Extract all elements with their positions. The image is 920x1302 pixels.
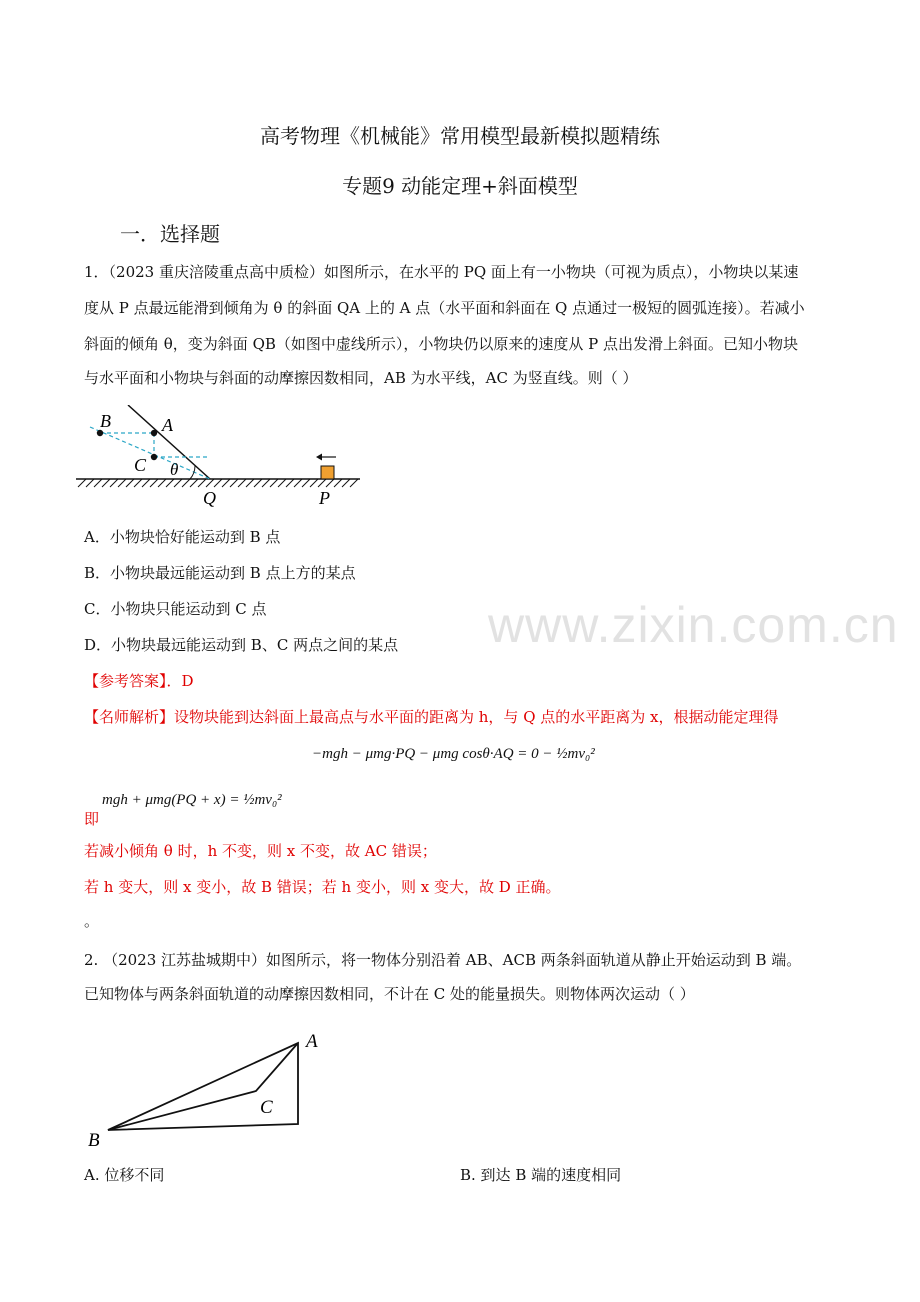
point-a-dot [151,430,157,436]
end-mark: 。 [84,912,100,930]
section-heading: 一．选择题 [120,222,220,246]
label-a: A [162,415,173,435]
label-c: C [134,455,147,475]
arrow-left-icon [316,454,322,461]
label-theta: θ [170,460,179,479]
label-a: A [306,1031,318,1052]
equation-1: −mgh − μmg·PQ − μmg cosθ·AQ = 0 − ½mv₀² [312,746,595,762]
label-b: B [100,411,111,431]
q1-option-a: A．小物块恰好能运动到 B 点 [84,528,281,546]
equation-2: mgh + μmg(PQ + x) = ½mv₀² [102,792,282,808]
q1-option-c: C．小物块只能运动到 C 点 [84,600,267,618]
block-icon [321,466,334,479]
document-title: 高考物理《机械能》常用模型最新模拟题精练 [260,124,660,148]
q1-option-d: D．小物块最远能运动到 B、C 两点之间的某点 [84,636,399,654]
q2-option-b: B. 到达 B 端的速度相同 [460,1166,622,1184]
analysis-line-b: 若 h 变大，则 x 变小，故 B 错误；若 h 变小，则 x 变大，故 D 正确。 [84,878,561,896]
label-b: B [88,1130,100,1151]
question-1-line-3: 斜面的倾角 θ，变为斜面 QB（如图中虚线所示），小物块仍以原来的速度从 P 点出发滑上斜面。已知小物块 [84,335,799,353]
point-c-dot [151,454,157,460]
analysis-line-a: 若减小倾角 θ 时，h 不变，则 x 不变，故 AC 错误； [84,842,437,860]
question-1-line-2: 度从 P 点最远能滑到倾角为 θ 的斜面 QA 上的 A 点（水平面和斜面在 Q 点通过一极短的圆弧连接）。若减小 [84,299,805,317]
question-2-line-2: 已知物体与两条斜面轨道的动摩擦因数相同，不计在 C 处的能量损失。则物体两次运动（ ） [84,985,695,1003]
reference-answer: 【参考答案】．D [84,672,194,690]
teacher-analysis: 【名师解析】设物块能到达斜面上最高点与水平面的距离为 h，与 Q 点的水平距离为 x，根据动能定理得 [84,708,779,726]
label-c: C [260,1097,273,1118]
q1-option-b: B．小物块最远能运动到 B 点上方的某点 [84,564,356,582]
question-1-line-4: 与水平面和小物块与斜面的动摩擦因数相同，AB 为水平线，AC 为竖直线。则（ ） [84,369,638,387]
label-q: Q [203,488,216,508]
watermark: www.zixin.com.cn [488,597,899,653]
question-1-line-1: 1．（2023 重庆涪陵重点高中质检）如图所示，在水平的 PQ 面上有一小物块（可视为质点），小物块以某速 [84,263,799,281]
ji-label: 即 [84,810,100,828]
triangle-figure [80,1025,340,1155]
q2-option-a: A. 位移不同 [84,1166,165,1184]
question-2-line-1: 2. （2023 江苏盐城期中）如图所示，将一物体分别沿着 AB、ACB 两条斜面轨道从静止开始运动到 B 端。 [84,951,802,969]
label-p: P [319,488,330,508]
document-subtitle: 专题9 动能定理+斜面模型 [342,174,578,198]
incline-figure [70,405,370,515]
